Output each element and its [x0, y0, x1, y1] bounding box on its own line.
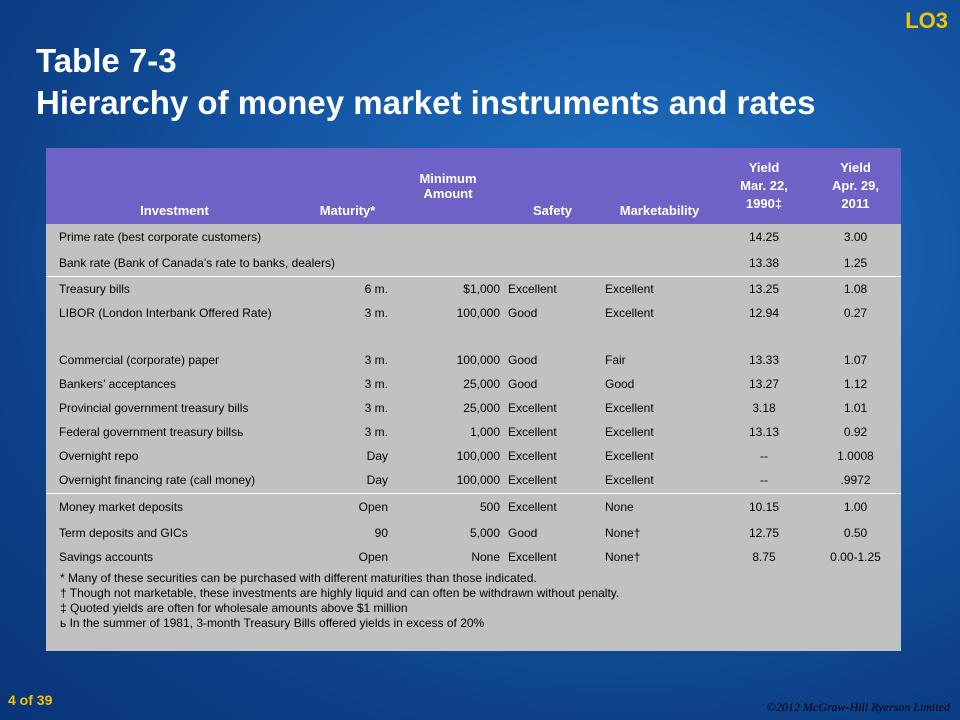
- cell-yield-1990: --: [760, 473, 768, 488]
- cell-yield-1990: 13.13: [748, 424, 780, 439]
- cell-yield-2011: 0.00-1.25: [830, 549, 881, 564]
- cell-maturity: 3 m.: [364, 400, 388, 415]
- cell-marketability: None: [601, 494, 718, 521]
- cell-yield-1990: 14.25: [748, 230, 780, 244]
- footnote-maturity: * Many of these securities can be purchased with different maturities than those indicated.: [60, 571, 537, 585]
- cell-safety: Good: [508, 525, 538, 540]
- cell-maturity: Day: [366, 448, 388, 463]
- header-marketability: Marketability: [601, 148, 718, 224]
- cell-maturity: 3 m.: [364, 352, 388, 367]
- table-panel: [46, 148, 901, 651]
- header-yield-2011-line2: Apr. 29,: [832, 178, 879, 193]
- cell-yield-2011: 1.12: [843, 376, 868, 391]
- cell-marketability: Excellent: [601, 276, 718, 301]
- cell-safety: Excellent: [504, 276, 601, 301]
- cell-investment: Commercial (corporate) paper: [59, 352, 220, 367]
- cell-maturity: Open: [358, 549, 388, 564]
- cell-marketability: Excellent: [605, 400, 654, 415]
- cell-safety: Excellent: [508, 473, 557, 488]
- learning-objective-badge: LO3: [905, 8, 948, 33]
- cell-yield-2011: 3.00: [843, 230, 868, 244]
- cell-safety: Excellent: [508, 400, 557, 415]
- table-row: [46, 420, 901, 444]
- cell-marketability: Excellent: [605, 305, 654, 320]
- table-row: [46, 301, 901, 348]
- cell-safety: Good: [508, 376, 538, 391]
- table-row: [46, 224, 901, 250]
- cell-maturity: Day: [366, 473, 388, 488]
- cell-investment: Bankers’ acceptances: [59, 376, 176, 391]
- cell-yield-2011: 1.25: [843, 255, 868, 270]
- header-yield-1990-line1: Yield: [748, 160, 780, 175]
- cell-minimum: 100,000: [456, 305, 500, 320]
- header-safety: Safety: [504, 148, 601, 224]
- table-row: [46, 545, 901, 569]
- cell-investment: Federal government treasury billsь: [59, 424, 244, 439]
- table-row: [46, 372, 901, 396]
- header-investment: Investment: [46, 148, 303, 224]
- table-footnotes: [60, 571, 619, 631]
- cell-minimum: 25,000: [463, 400, 500, 415]
- cell-minimum: 100,000: [456, 473, 500, 488]
- cell-investment: Overnight repo: [59, 448, 139, 463]
- cell-investment: Bank rate (Bank of Canada’s rate to banks, dealers): [59, 255, 335, 270]
- cell-maturity: Open: [303, 494, 392, 521]
- cell-investment: Treasury bills: [46, 276, 303, 301]
- cell-maturity: 90: [374, 525, 388, 540]
- cell-yield-2011: 1.08: [810, 276, 901, 301]
- cell-investment: Savings accounts: [59, 549, 154, 564]
- cell-investment: Overnight financing rate (call money): [59, 473, 256, 488]
- header-minimum-line1: Minimum: [419, 171, 477, 186]
- header-minimum-line2: Amount: [423, 186, 473, 201]
- header-yield-1990-line3: 1990‡: [745, 196, 783, 211]
- table-row: [46, 348, 901, 372]
- cell-yield-1990: 8.75: [752, 549, 776, 564]
- cell-marketability: Fair: [605, 352, 626, 367]
- cell-yield-1990: 13.27: [748, 376, 780, 391]
- table-row: [46, 250, 901, 276]
- slide-title: [36, 40, 815, 124]
- cell-yield-1990: --: [760, 448, 768, 463]
- header-maturity: Maturity*: [303, 148, 392, 224]
- cell-minimum: 1,000: [469, 424, 500, 439]
- header-minimum-amount: [392, 148, 504, 224]
- cell-maturity: 3 m.: [364, 424, 388, 439]
- cell-yield-1990: 10.15: [718, 494, 810, 521]
- cell-marketability: None†: [605, 549, 641, 564]
- footnote-quoted-yields: ‡ Quoted yields are often for wholesale amounts above $1 million: [60, 601, 408, 615]
- cell-minimum: 100,000: [456, 448, 500, 463]
- cell-safety: Good: [508, 305, 538, 320]
- title-line-table-number: Table 7-3: [36, 42, 177, 79]
- cell-safety: Excellent: [508, 448, 557, 463]
- cell-yield-2011: 0.27: [843, 305, 868, 320]
- cell-safety: Good: [508, 352, 538, 367]
- cell-minimum: 25,000: [463, 376, 500, 391]
- cell-maturity: 3 m.: [364, 376, 388, 391]
- cell-safety: Excellent: [508, 549, 557, 564]
- cell-yield-2011: .9972: [840, 473, 871, 488]
- table-row: [46, 444, 901, 468]
- table-row: [46, 521, 901, 545]
- cell-yield-1990: 13.38: [748, 255, 780, 270]
- table-row: [46, 276, 901, 301]
- cell-yield-1990: 13.25: [718, 276, 810, 301]
- footnote-1981-treasury: ь In the summer of 1981, 3-month Treasury Bills offered yields in excess of 20%: [60, 616, 485, 630]
- cell-minimum: 500: [392, 494, 504, 521]
- title-line-caption: Hierarchy of money market instruments and rates: [36, 84, 816, 121]
- cell-safety: Excellent: [504, 494, 601, 521]
- header-yield-2011: [810, 148, 901, 224]
- page-number: 4 of 39: [8, 692, 53, 708]
- cell-investment: Prime rate (best corporate customers): [59, 230, 262, 244]
- cell-minimum: 100,000: [456, 352, 500, 367]
- table-header-row: [46, 148, 901, 224]
- cell-yield-2011: 1.0008: [837, 448, 874, 463]
- cell-marketability: Excellent: [605, 473, 654, 488]
- footnote-marketability: † Though not marketable, these investments are highly liquid and can often be withdrawn without penalty.: [60, 586, 620, 600]
- money-market-table: [46, 148, 901, 569]
- header-yield-1990: [718, 148, 810, 224]
- cell-yield-2011: 0.50: [843, 525, 868, 540]
- cell-minimum: None: [471, 549, 500, 564]
- cell-yield-2011: 0.92: [843, 424, 868, 439]
- cell-marketability: Excellent: [605, 424, 654, 439]
- cell-minimum: $1,000: [392, 276, 504, 301]
- table-row: [46, 396, 901, 420]
- table-row: [46, 494, 901, 521]
- cell-investment: LIBOR (London Interbank Offered Rate): [59, 305, 272, 320]
- cell-yield-2011: 1.00: [810, 494, 901, 521]
- header-yield-2011-line1: Yield: [840, 160, 871, 175]
- header-yield-1990-line2: Mar. 22,: [740, 178, 788, 193]
- header-yield-2011-line3: 2011: [841, 196, 870, 211]
- cell-investment: Provincial government treasury bills: [59, 400, 249, 415]
- cell-maturity: 3 m.: [364, 305, 388, 320]
- cell-safety: Excellent: [508, 424, 557, 439]
- cell-marketability: Excellent: [605, 448, 654, 463]
- table-row: [46, 468, 901, 494]
- cell-marketability: None†: [605, 525, 641, 540]
- cell-yield-1990: 12.75: [748, 525, 780, 540]
- cell-yield-1990: 3.18: [752, 400, 776, 415]
- cell-minimum: 5,000: [469, 525, 500, 540]
- cell-investment: Money market deposits: [46, 494, 303, 521]
- cell-yield-1990: 12.94: [748, 305, 780, 320]
- cell-marketability: Good: [605, 376, 635, 391]
- cell-investment: Term deposits and GICs: [59, 525, 188, 540]
- cell-yield-2011: 1.01: [843, 400, 868, 415]
- cell-yield-2011: 1.07: [843, 352, 868, 367]
- cell-yield-1990: 13.33: [748, 352, 780, 367]
- copyright-notice: ©2012 McGraw-Hill Ryerson Limited: [766, 700, 950, 714]
- cell-maturity: 6 m.: [303, 276, 392, 301]
